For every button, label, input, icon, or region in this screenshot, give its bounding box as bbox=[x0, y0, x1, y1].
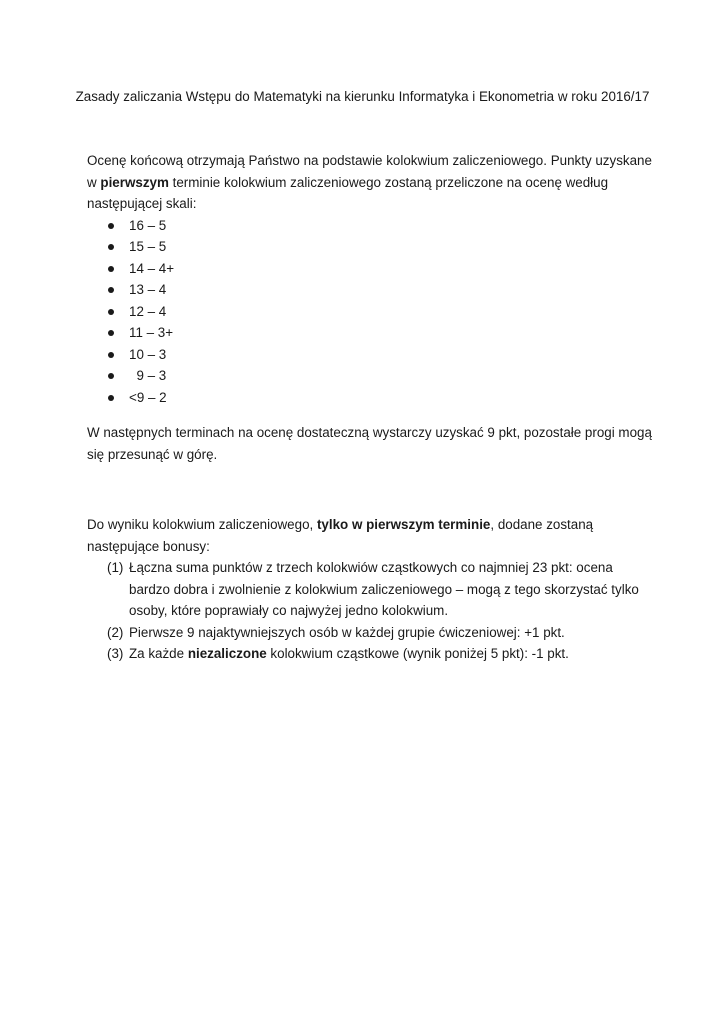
bullet-icon bbox=[108, 395, 114, 401]
scale-entry: 15 – 5 bbox=[129, 239, 167, 254]
next-terms-paragraph: W następnych terminach na ocenę dostateczną wystarczy uzyskać 9 pkt, pozostałe progi mogą się przesunąć w górę. bbox=[87, 425, 652, 462]
list-item bbox=[87, 622, 652, 644]
bonus-intro-bold: tylko w pierwszym terminie bbox=[316, 517, 491, 532]
list-number: (3) bbox=[107, 646, 124, 661]
scale-entry: 13 – 4 bbox=[129, 282, 167, 297]
scale-entry: 9 – 3 bbox=[129, 368, 167, 383]
scale-entry: <9 – 2 bbox=[129, 389, 167, 405]
bullet-icon bbox=[108, 330, 114, 336]
document-body bbox=[87, 150, 652, 665]
page-title: Zasady zaliczania Wstępu do Matematyki na kierunku Informatyka i Ekonometria w roku 2016/17 bbox=[75, 89, 650, 104]
scale-entry: 14 – 4+ bbox=[129, 260, 175, 276]
bonus-intro-paragraph bbox=[87, 514, 652, 557]
bonus-text: Za każde bbox=[129, 646, 188, 661]
bonus-intro-text-1: Do wyniku kolokwium zaliczeniowego, bbox=[87, 517, 317, 532]
scale-entry: 16 – 5 bbox=[129, 217, 167, 233]
list-item bbox=[87, 365, 652, 387]
bonus-intro-text-2: , dodane zostaną następujące bonusy: bbox=[87, 517, 594, 554]
bullet-icon bbox=[108, 373, 114, 379]
scale-entry: 11 – 3+ bbox=[129, 325, 174, 340]
list-item bbox=[87, 344, 652, 366]
bonus-list bbox=[87, 557, 652, 665]
bonus-text: Pierwsze 9 najaktywniejszych osób w każdej grupie ćwiczeniowej: +1 pkt. bbox=[129, 624, 565, 640]
list-item bbox=[87, 258, 652, 280]
intro-paragraph bbox=[87, 150, 652, 215]
bonus-text: Łączna suma punktów z trzech kolokwiów cząstkowych co najmniej 23 pkt: ocena bardzo dobra i zwolnienie z kolokwium zaliczeniowego – mogą z tego skorzystać tylko osoby, które poprawiały co najwyżej jedno kolokwium. bbox=[129, 560, 639, 618]
bullet-icon bbox=[108, 287, 114, 293]
bullet-icon bbox=[108, 352, 114, 358]
bullet-icon bbox=[108, 266, 114, 272]
list-item bbox=[87, 387, 652, 409]
bullet-icon bbox=[108, 223, 114, 229]
list-item bbox=[87, 236, 652, 258]
intro-text-2: terminie kolokwium zaliczeniowego zostaną przeliczone na ocenę według następującej skali: bbox=[87, 174, 609, 211]
list-item bbox=[87, 643, 652, 665]
list-number: (1) bbox=[107, 560, 124, 575]
bullet-icon bbox=[108, 309, 114, 315]
list-item bbox=[87, 301, 652, 323]
intro-bold: pierwszym bbox=[100, 174, 169, 190]
bullet-icon bbox=[108, 244, 114, 250]
intro-text-1: Ocenę końcową otrzymają Państwo na podstawie kolokwium zaliczeniowego. Punkty uzyskane w bbox=[87, 153, 652, 190]
bonus-bold: niezaliczone bbox=[187, 646, 267, 661]
list-number: (2) bbox=[107, 624, 124, 640]
list-item bbox=[87, 215, 652, 237]
list-item bbox=[87, 322, 652, 344]
scale-entry: 10 – 3 bbox=[129, 346, 167, 362]
list-item bbox=[87, 279, 652, 301]
list-item bbox=[87, 557, 652, 622]
scale-entry: 12 – 4 bbox=[129, 303, 167, 319]
grade-scale-list bbox=[87, 215, 652, 409]
bonus-text-2: kolokwium cząstkowe (wynik poniżej 5 pkt): -1 pkt. bbox=[266, 646, 569, 661]
